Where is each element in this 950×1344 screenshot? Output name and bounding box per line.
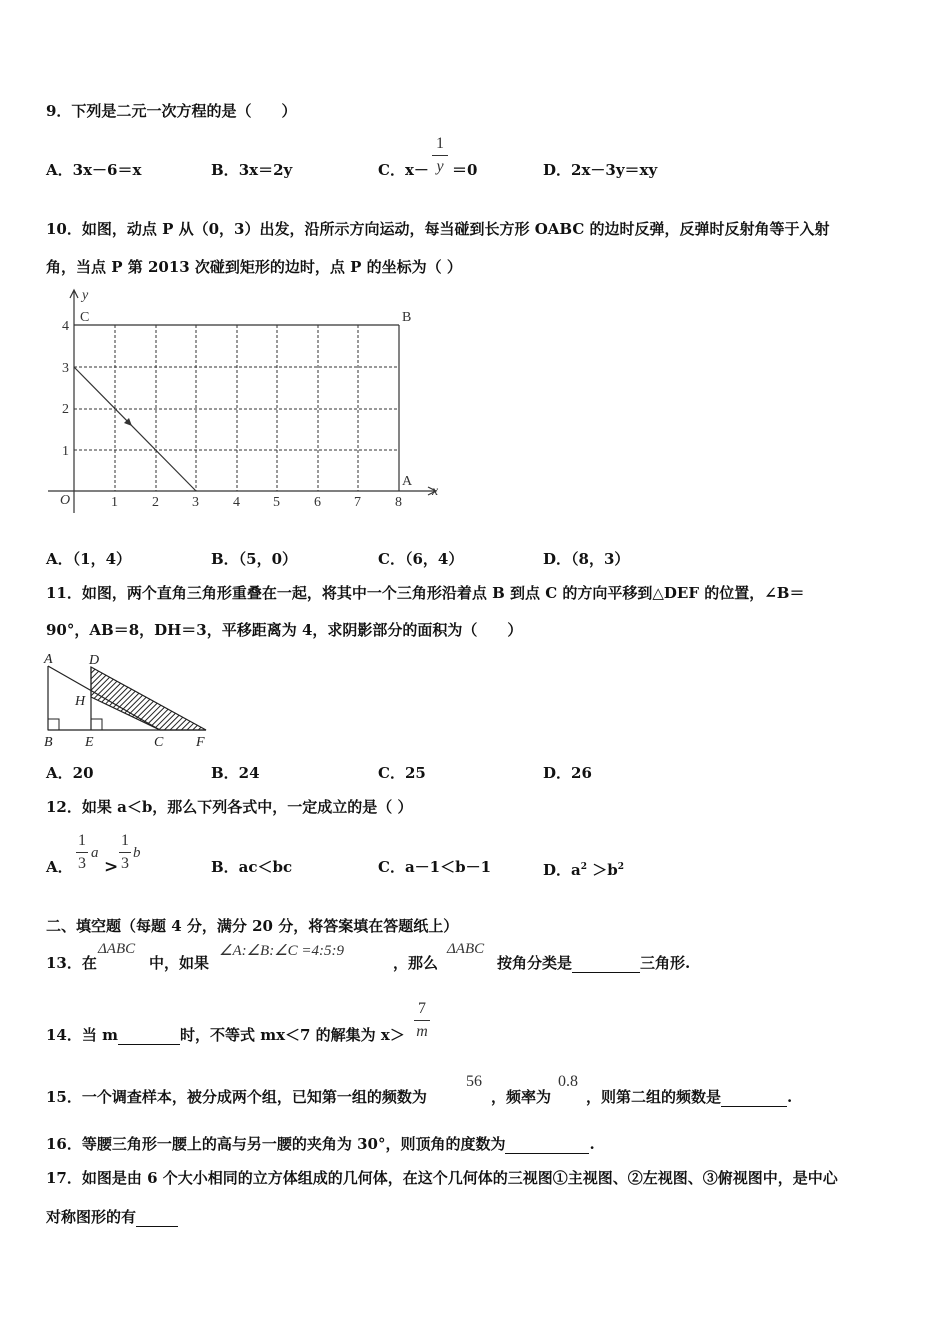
q12-a-var-b: b [133, 845, 141, 861]
q13-middle: 中，如果 [149, 954, 210, 972]
q12-option-d: D．$a^2 >b^2$ [543, 861, 624, 879]
q17-answer-blank[interactable] [136, 1210, 178, 1227]
q17-stem-line2: 对称图形的有 [46, 1207, 178, 1227]
q11-option-b: B．24 [211, 764, 260, 782]
q12-option-a-label: A． [46, 858, 73, 876]
q13-triangle-1: ΔABC [98, 941, 136, 957]
q12-a-greater: > [104, 857, 119, 877]
q9-option-b: B．3x＝2y [211, 161, 293, 179]
label-f: F [196, 735, 205, 750]
q16-text: 16．等腰三角形一腰上的高与另一腰的夹角为 30°，则顶角的度数为 . [46, 1135, 595, 1153]
label-b: B [44, 735, 53, 750]
q14-answer-blank[interactable] [118, 1028, 180, 1045]
q13-comma: ，那么 [393, 954, 439, 972]
q13-prefix: 13．在 [46, 954, 97, 972]
label-e: E [85, 735, 94, 750]
point-b-label: B [402, 310, 412, 325]
q12-a-var-a: a [91, 845, 99, 861]
section-2-heading: 二、填空题（每题 4 分，满分 20 分，将答案填在答题纸上） [46, 917, 459, 935]
q13-tail: 按角分类是 三角形. [497, 954, 691, 972]
y-tick-4: 4 [62, 319, 69, 334]
label-a: A [44, 652, 53, 667]
q15-frequency: 56 [466, 1073, 482, 1090]
q9-option-c: C．x－ [378, 161, 429, 179]
x-tick-6: 6 [314, 495, 321, 510]
q9-option-a: A．3x－6＝x [46, 161, 142, 179]
q11-option-c: C．25 [378, 764, 426, 782]
q13-triangle-2: ΔABC [447, 941, 485, 957]
y-tick-3: 3 [62, 361, 69, 376]
right-angle-b [48, 719, 59, 730]
y-tick-1: 1 [62, 444, 69, 459]
q15-rate: 0.8 [558, 1073, 578, 1090]
q15-tail: ，则第二组的频数是 . [586, 1088, 793, 1106]
q17-stem-line1: 17．如图是由 6 个大小相同的立方体组成的几何体，在这个几何体的三视图①主视图、②左视图、③俯视图中，是中心 [46, 1169, 838, 1187]
q11-triangles-figure [40, 650, 220, 750]
label-c: C [154, 735, 164, 750]
q11-option-d: D．26 [543, 764, 592, 782]
x-tick-7: 7 [354, 495, 361, 510]
q10-option-b: B．（5，0） [211, 550, 298, 568]
point-a-label: A [402, 474, 413, 489]
q9-option-d: D．2x－3y＝xy [543, 161, 658, 179]
q12-option-b: B．ac＜bc [211, 858, 293, 876]
q9-c-fraction: 1 y [432, 135, 448, 176]
shaded-region [91, 667, 206, 730]
point-c-label: C [80, 310, 90, 325]
label-h: H [75, 694, 86, 709]
q10-option-d: D．（8，3） [543, 550, 630, 568]
q11-stem-line1: 11．如图，两个直角三角形重叠在一起，将其中一个三角形沿着点 B 到点 C 的方向平移到△DEF 的位置，∠B＝ [46, 584, 805, 602]
origin-label: O [60, 493, 71, 508]
q11-option-a: A．20 [46, 764, 94, 782]
q10-coordinate-graph [40, 285, 450, 515]
q11-stem-line2: 90°，AB＝8，DH＝3，平移距离为 4，求阴影部分的面积为（ ） [46, 621, 523, 639]
x-tick-2: 2 [152, 495, 159, 510]
y-axis-label: y [82, 288, 89, 303]
x-tick-4: 4 [233, 495, 240, 510]
q13-angle-ratio: ∠A:∠B:∠C =4:5:9 [219, 943, 345, 959]
x-tick-8: 8 [395, 495, 402, 510]
x-tick-5: 5 [273, 495, 280, 510]
q12-a-fraction-1: 1 3 [78, 832, 86, 872]
q10-stem-line2: 角，当点 P 第 2013 次碰到矩形的边时，点 P 的坐标为（ ） [46, 258, 462, 276]
q9-c-tail: ＝0 [452, 161, 478, 179]
right-angle-e [91, 719, 102, 730]
label-d: D [89, 653, 100, 668]
q14-text: 14．当 m 时，不等式 mx＜7 的解集为 x＞ [46, 1026, 405, 1044]
x-axis-label: x [432, 484, 439, 499]
q14-fraction: 7 m [414, 1000, 430, 1041]
q12-option-c: C．a－1＜b－1 [378, 858, 492, 876]
q10-option-c: C．（6，4） [378, 550, 464, 568]
p-path [74, 367, 196, 491]
x-tick-3: 3 [192, 495, 199, 510]
q9-stem: 9．下列是二元一次方程的是（ ） [46, 102, 297, 120]
x-tick-1: 1 [111, 495, 118, 510]
q12-a-fraction-2: 1 3 [121, 832, 129, 872]
q15-answer-blank[interactable] [721, 1090, 787, 1107]
q12-stem: 12．如果 a＜b，那么下列各式中，一定成立的是（ ） [46, 798, 413, 816]
q10-stem-line1: 10．如图，动点 P 从（0，3）出发，沿所示方向运动，每当碰到长方形 OABC 的边时反弹，反弹时反射角等于入射 [46, 220, 830, 238]
q10-option-a: A．（1，4） [46, 550, 132, 568]
q16-answer-blank[interactable] [505, 1137, 589, 1154]
q15-middle: ，频率为 [491, 1088, 552, 1106]
q13-answer-blank[interactable] [572, 956, 640, 973]
q15-prefix: 15．一个调查样本，被分成两个组，已知第一组的频数为 [46, 1088, 427, 1106]
y-tick-2: 2 [62, 402, 69, 417]
